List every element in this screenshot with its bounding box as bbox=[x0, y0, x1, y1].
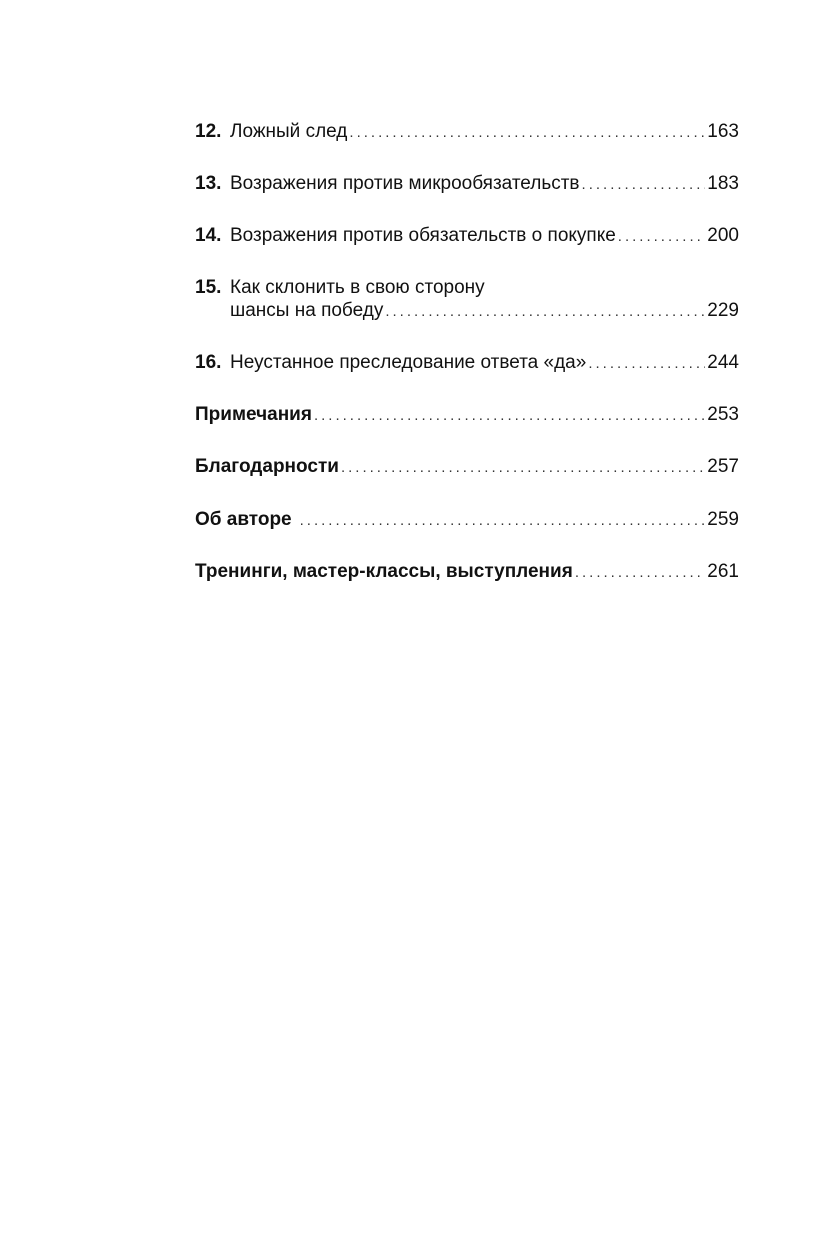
leader-dots bbox=[300, 509, 706, 533]
toc-entry-trainings[interactable] bbox=[195, 560, 739, 584]
page-number: 259 bbox=[707, 509, 739, 530]
page-number: 183 bbox=[707, 173, 739, 194]
leader-dots bbox=[618, 225, 706, 249]
chapter-number: 14. bbox=[195, 225, 222, 246]
page-number: 163 bbox=[707, 121, 739, 142]
page-number: 200 bbox=[707, 225, 739, 246]
toc-entry-16[interactable] bbox=[195, 351, 739, 375]
chapter-number: 13. bbox=[195, 173, 222, 194]
page-number: 229 bbox=[707, 300, 739, 321]
toc-entry-acknowledgements[interactable] bbox=[195, 455, 739, 479]
toc-entry-about-author[interactable] bbox=[195, 508, 739, 532]
chapter-title-continued: шансы на победу bbox=[230, 300, 384, 321]
toc-entry-13[interactable] bbox=[195, 172, 739, 196]
section-title: Благодарности bbox=[195, 456, 339, 477]
section-title: Тренинги, мастер-классы, выступления bbox=[195, 561, 573, 582]
toc-entry-15-line1[interactable] bbox=[195, 276, 739, 300]
leader-dots bbox=[582, 173, 706, 197]
toc-entry-12[interactable] bbox=[195, 120, 739, 144]
chapter-title: Ложный след bbox=[230, 121, 348, 142]
toc-entry-15-line2[interactable] bbox=[195, 299, 739, 323]
leader-dots bbox=[588, 352, 705, 376]
page-number: 257 bbox=[707, 456, 739, 477]
leader-dots bbox=[385, 300, 705, 324]
chapter-number: 12. bbox=[195, 121, 222, 142]
chapter-title: Возражения против обязательств о покупке bbox=[230, 225, 616, 246]
leader-dots bbox=[314, 404, 705, 428]
chapter-title: Неустанное преследование ответа «да» bbox=[230, 352, 587, 373]
page-number: 253 bbox=[707, 404, 739, 425]
chapter-title: Как склонить в свою сторону bbox=[230, 277, 485, 298]
leader-dots bbox=[349, 121, 705, 145]
toc-entry-14[interactable] bbox=[195, 224, 739, 248]
leader-dots bbox=[341, 456, 705, 480]
chapter-number: 16. bbox=[195, 352, 222, 373]
section-title: Примечания bbox=[195, 404, 312, 425]
section-title: Об авторе bbox=[195, 509, 292, 530]
leader-dots bbox=[575, 561, 705, 585]
chapter-title: Возражения против микрообязательств bbox=[230, 173, 580, 194]
toc-entry-notes[interactable] bbox=[195, 403, 739, 427]
page-number: 244 bbox=[707, 352, 739, 373]
chapter-number: 15. bbox=[195, 277, 222, 298]
page-number: 261 bbox=[707, 561, 739, 582]
